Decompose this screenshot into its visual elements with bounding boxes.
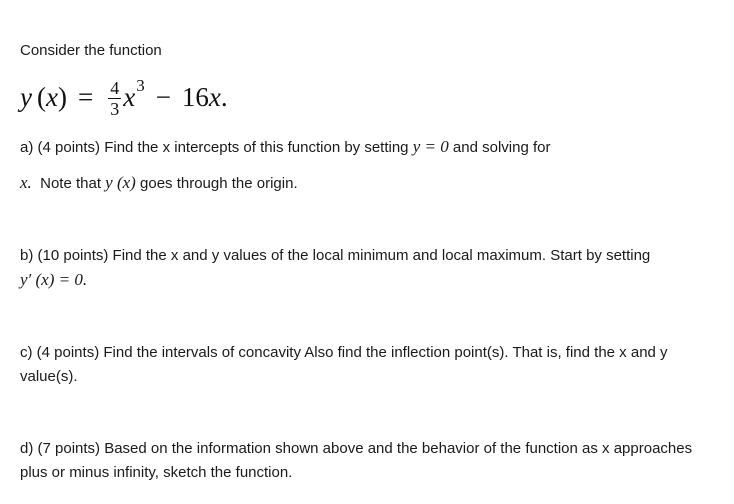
eq-minus: − <box>155 81 171 112</box>
part-a-text-2: and solving for <box>448 139 551 156</box>
eq-paren-close: ) <box>57 81 67 112</box>
part-b-math: y′ (x) = 0. <box>20 270 88 289</box>
eq-term2-coef: 16 <box>181 81 209 112</box>
eq-term2-var: x <box>208 81 221 112</box>
part-a-text-4: goes through the origin. <box>135 175 298 192</box>
part-b <box>20 244 714 292</box>
eq-lhs-var: y <box>20 81 32 112</box>
part-a-line-2 <box>20 171 714 196</box>
eq-fraction-denominator: 3 <box>110 98 120 119</box>
function-equation <box>20 72 228 122</box>
part-c-text: c) (4 points) Find the intervals of concavity Also find the inflection point(s). That is, find the x and y value(s). <box>20 344 668 385</box>
part-a-math-2: x. <box>20 173 32 192</box>
eq-paren-open: ( <box>36 81 46 112</box>
eq-fraction <box>108 79 121 118</box>
part-a-text-3: Note that <box>31 175 106 192</box>
eq-equals: = <box>77 81 94 112</box>
part-a-math-1: y = 0 <box>412 137 449 156</box>
eq-term1-var: x <box>123 81 136 112</box>
eq-lhs-arg: x <box>45 81 58 112</box>
eq-term1-exponent: 3 <box>136 76 145 95</box>
eq-period: . <box>220 81 228 112</box>
part-a-text-1: a) (4 points) Find the x intercepts of this function by setting <box>20 139 413 156</box>
eq-fraction-numerator: 4 <box>110 77 120 98</box>
part-a-math-3: y (x) <box>105 173 136 192</box>
part-b-text: b) (10 points) Find the x and y values of the local minimum and local maximum. Start by setting <box>20 247 651 264</box>
part-d-text: d) (7 points) Based on the information shown above and the behavior of the function as x approaches plus or minus infinity, sketch the function. <box>20 440 693 481</box>
part-a-line-1 <box>20 135 714 160</box>
intro-text: Consider the function <box>20 42 162 59</box>
